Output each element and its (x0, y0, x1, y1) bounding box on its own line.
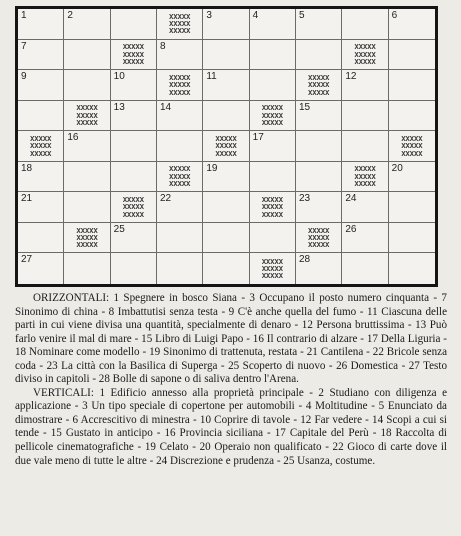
black-cell (296, 70, 342, 101)
black-cell-pattern: XXXXX XXXXX XXXXX (308, 225, 330, 250)
cell-number: 5 (298, 10, 305, 21)
crossword-grid (15, 6, 438, 287)
black-cell-pattern: XXXXX XXXXX XXXXX (76, 225, 98, 250)
grid-cell (203, 192, 249, 223)
clues-block (15, 292, 447, 468)
cell-number: 15 (298, 101, 311, 113)
black-cell (250, 101, 296, 132)
grid-cell (250, 223, 296, 254)
grid-cell (157, 101, 203, 132)
black-cell (18, 131, 64, 162)
grid-cell (64, 131, 110, 162)
cell-number: 16 (67, 132, 79, 144)
grid-cell (18, 101, 64, 132)
grid-cell (203, 223, 249, 254)
grid-cell (157, 131, 203, 162)
grid-cell (342, 223, 388, 254)
grid-cell (342, 192, 388, 223)
grid-cell (389, 101, 435, 132)
black-cell (157, 162, 203, 193)
black-cell-pattern: XXXXX XXXXX XXXXX (122, 194, 144, 219)
grid-cell (250, 9, 296, 40)
cell-number: 27 (21, 254, 33, 266)
black-cell (157, 9, 203, 40)
grid-cell (157, 192, 203, 223)
grid-cell (18, 9, 64, 40)
cell-number: 21 (21, 193, 33, 205)
cell-number: 10 (113, 71, 125, 83)
black-cell-pattern: XXXXX XXXXX XXXXX (169, 72, 191, 97)
grid-cell (111, 9, 157, 40)
grid-cell (296, 40, 342, 71)
cell-number: 11 (206, 71, 217, 83)
grid-cell (203, 40, 249, 71)
grid-cell (64, 9, 110, 40)
grid-cell (296, 192, 342, 223)
cell-number: 6 (391, 10, 398, 21)
grid-cell (296, 162, 342, 193)
down-clues-text: 1 Edificio annesso alla proprietà principale - 2 Studiano con diligenza e applicazione - 3 Un tipo speciale di copertone per automobili - 4 Moltitudine - 5 Enunciato da dimostrare - 6 Accrescitivo di minestra - 10 Coprire di tavole - 12 Far vedere - 14 Scopi a cui si tende - 15 Gustato in anticipo - 16 Provincia siciliana - 17 Capitale del Perù - 18 Raccolta di pellicole cinematografiche - 19 Celato - 20 Operaio non qualificato - 22 Gioco di carte dove il due vale meno di tutte le altre - 24 Discrezione e prudenza - 25 Usanza, costume. (15, 386, 447, 467)
down-heading: VERTICALI: (33, 386, 94, 399)
black-cell (342, 40, 388, 71)
black-cell-pattern: XXXXX XXXXX XXXXX (261, 103, 283, 128)
black-cell (250, 253, 296, 284)
cell-number: 8 (159, 40, 166, 52)
black-cell-pattern: XXXXX XXXXX XXXXX (30, 133, 52, 158)
grid-cell (342, 9, 388, 40)
grid-cell (18, 70, 64, 101)
cell-number: 3 (206, 10, 212, 21)
cell-number: 23 (298, 193, 311, 205)
cell-number: 9 (21, 71, 27, 83)
black-cell-pattern: XXXXX XXXXX XXXXX (122, 42, 144, 67)
grid-cell (389, 70, 435, 101)
grid-cell (64, 70, 110, 101)
grid-cell (157, 223, 203, 254)
grid-cell (111, 253, 157, 284)
grid-cell (250, 131, 296, 162)
grid-cell (342, 101, 388, 132)
grid-cell (250, 70, 296, 101)
cell-number: 14 (159, 101, 172, 113)
cell-number: 28 (298, 254, 311, 266)
black-cell-pattern: XXXXX XXXXX XXXXX (354, 42, 376, 67)
grid-cell (389, 192, 435, 223)
black-cell-pattern: XXXXX XXXXX XXXXX (169, 164, 191, 189)
cell-number: 7 (21, 40, 27, 52)
grid-cell (64, 253, 110, 284)
black-cell (111, 192, 157, 223)
grid-cell (342, 131, 388, 162)
cell-number: 18 (21, 162, 33, 174)
cell-number: 24 (345, 193, 357, 205)
black-cell-pattern: XXXXX XXXXX XXXXX (76, 103, 98, 128)
grid-cell (203, 253, 249, 284)
grid-cell (203, 162, 249, 193)
black-cell-pattern: XXXXX XXXXX XXXXX (308, 72, 330, 97)
grid-cell (111, 70, 157, 101)
grid-cell (203, 101, 249, 132)
grid-cell (157, 40, 203, 71)
grid-cell (203, 70, 249, 101)
cell-number: 2 (67, 10, 73, 21)
grid-cell (203, 9, 249, 40)
cell-number: 22 (159, 193, 172, 205)
across-clues (15, 292, 447, 387)
black-cell-pattern: XXXXX XXXXX XXXXX (354, 164, 376, 189)
cell-number: 25 (113, 223, 125, 235)
down-clues (15, 387, 447, 468)
black-cell (389, 131, 435, 162)
grid-cell (18, 253, 64, 284)
cell-number: 26 (345, 223, 357, 235)
black-cell (203, 131, 249, 162)
grid-cell (389, 223, 435, 254)
grid-cell (342, 253, 388, 284)
black-cell (296, 223, 342, 254)
grid-cell (111, 101, 157, 132)
grid-cell (111, 131, 157, 162)
cell-number: 12 (345, 71, 357, 83)
cell-number: 4 (252, 10, 259, 21)
grid-cell (111, 223, 157, 254)
black-cell-pattern: XXXXX XXXXX XXXXX (261, 256, 283, 281)
cell-number: 19 (206, 162, 218, 174)
grid-cell (342, 70, 388, 101)
black-cell (342, 162, 388, 193)
grid-cell (389, 9, 435, 40)
black-cell (64, 223, 110, 254)
grid-cell (296, 101, 342, 132)
across-heading: ORIZZONTALI: (33, 292, 110, 304)
grid-cell (250, 40, 296, 71)
grid-cell (389, 162, 435, 193)
grid-cell (64, 162, 110, 193)
grid-cell (64, 192, 110, 223)
grid-cell (18, 162, 64, 193)
cell-number: 17 (252, 132, 264, 144)
grid-cell (296, 131, 342, 162)
grid-cell (18, 192, 64, 223)
grid-cell (389, 253, 435, 284)
grid-cell (18, 40, 64, 71)
cell-number: 13 (113, 101, 125, 113)
grid-cell (18, 223, 64, 254)
cell-number: 20 (391, 162, 403, 174)
black-cell-pattern: XXXXX XXXXX XXXXX (169, 11, 191, 36)
black-cell-pattern: XXXXX XXXXX XXXXX (215, 133, 237, 158)
grid-cell (64, 40, 110, 71)
black-cell (157, 70, 203, 101)
grid-cell (296, 253, 342, 284)
grid-cell (389, 40, 435, 71)
black-cell (250, 192, 296, 223)
black-cell (111, 40, 157, 71)
black-cell-pattern: XXXXX XXXXX XXXXX (261, 194, 283, 219)
grid-cell (296, 9, 342, 40)
grid-cell (111, 162, 157, 193)
black-cell-pattern: XXXXX XXXXX XXXXX (401, 133, 423, 158)
cell-number: 1 (21, 10, 27, 21)
black-cell (64, 101, 110, 132)
across-clues-text: 1 Spegnere in bosco Siana - 3 Occupano il posto numero cinquanta - 7 Sinonimo di china - 8 Imbattutisi senza testa - 9 C'è anche quella del fumo - 11 Ciascuna delle parti in cui viene divisa una quantità, specialmente di denaro - 12 Persona bruttissima - 13 Può farlo venire il mal di mare - 15 Libro di Luigi Papo - 16 Il contrario di alzare - 17 Della Liguria - 18 Nominare come modello - 19 Sinonimo di trattenuta, restata - 21 Cantilena - 22 Bricole senza coda - 23 La città con la Basilica di Superga - 25 Scoperto di nuovo - 26 Domestica - 27 Testo diviso in capitoli - 28 Bolle di sapone o di saliva dentro l'Arena. (15, 292, 447, 386)
grid-cell (157, 253, 203, 284)
grid-cell (250, 162, 296, 193)
